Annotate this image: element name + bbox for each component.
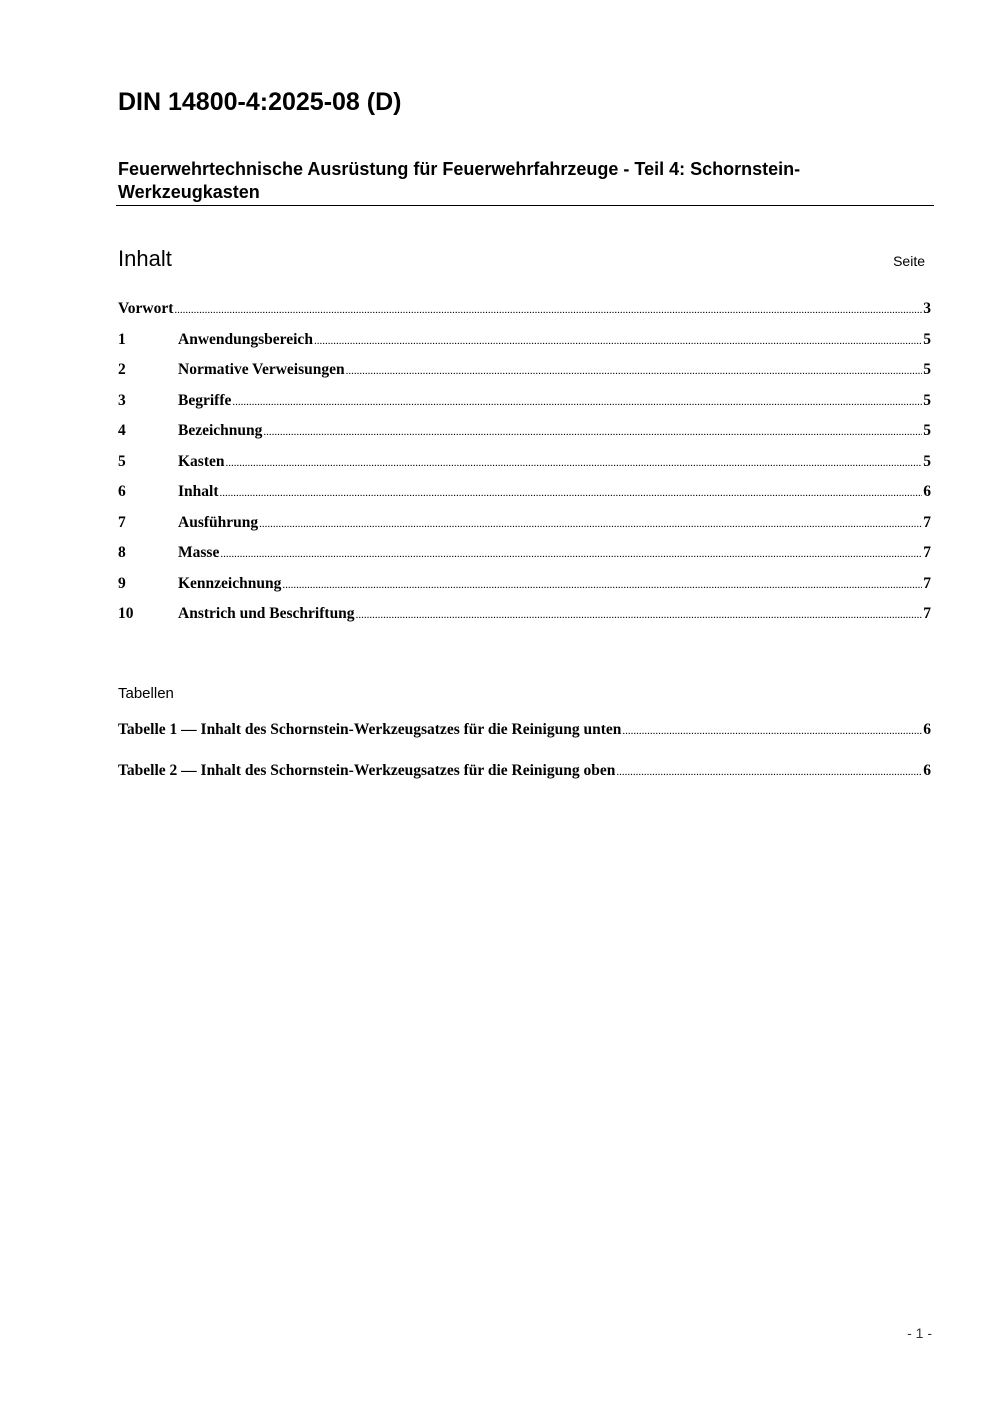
toc-leader-dots <box>616 766 922 778</box>
toc-entry-number: 5 <box>118 452 126 470</box>
toc-leader-dots <box>346 365 923 377</box>
toc-entry-page: 5 <box>923 330 931 348</box>
toc-entry-number: 8 <box>118 544 126 561</box>
tables-heading: Tabellen <box>118 685 174 702</box>
toc-entry[interactable] <box>118 453 931 484</box>
toc-leader-dots <box>226 457 923 469</box>
toc-entry-title: Anwendungsbereich <box>178 330 313 348</box>
document-title: DIN 14800-4:2025-08 (D) <box>118 88 402 116</box>
toc-entry-title: Kennzeichnung <box>178 574 282 592</box>
toc-entry-page: 7 <box>923 544 931 561</box>
document-subtitle: Feuerwehrtechnische Ausrüstung für Feuerwehrfahrzeuge - Teil 4: Schornstein-Werkzeugkasten <box>118 159 801 202</box>
toc-leader-dots <box>174 304 922 316</box>
toc-leader-dots <box>622 725 922 737</box>
toc-entry-page: 5 <box>923 422 931 439</box>
toc-leader-dots <box>263 426 922 438</box>
toc-entry-number: 2 <box>118 361 126 378</box>
page-number: - 1 - <box>907 1325 932 1341</box>
tables-list <box>118 721 931 803</box>
toc-entry-number: 7 <box>118 513 126 531</box>
toc-entry-number: 4 <box>118 422 126 439</box>
toc-entry-page: 5 <box>923 361 931 378</box>
toc-leader-dots <box>356 609 923 621</box>
table-entry-title: Tabelle 1 — Inhalt des Schornstein-Werkzeugsatzes für die Reinigung unten <box>118 721 622 738</box>
table-list-entry[interactable] <box>118 762 931 803</box>
toc-entry[interactable] <box>118 392 931 423</box>
toc-entry-title: Masse <box>178 544 220 561</box>
table-entry-title: Tabelle 2 — Inhalt des Schornstein-Werkzeugsatzes für die Reinigung oben <box>118 762 616 779</box>
toc-entry-number: 3 <box>118 391 126 409</box>
toc-entry-page: 5 <box>923 391 931 409</box>
toc-entry[interactable] <box>118 300 931 331</box>
toc-entry[interactable] <box>118 605 931 636</box>
table-entry-page: 6 <box>923 721 931 738</box>
toc-leader-dots <box>314 335 922 347</box>
toc-entry-number: 6 <box>118 483 126 500</box>
toc-entry-page: 6 <box>923 483 931 500</box>
title-divider <box>116 205 934 206</box>
toc-list <box>118 300 931 636</box>
toc-entry-title: Bezeichnung <box>178 422 263 439</box>
toc-entry-page: 3 <box>923 300 931 317</box>
toc-entry[interactable] <box>118 331 931 362</box>
toc-entry[interactable] <box>118 361 931 392</box>
toc-entry[interactable] <box>118 514 931 545</box>
toc-entry-title: Vorwort <box>118 300 174 317</box>
toc-leader-dots <box>259 518 922 530</box>
toc-heading: Inhalt <box>118 246 172 271</box>
toc-entry-number: 10 <box>118 605 134 622</box>
toc-leader-dots <box>282 579 922 591</box>
toc-entry-number: 1 <box>118 330 126 348</box>
toc-leader-dots <box>220 487 923 499</box>
table-entry-page: 6 <box>923 762 931 779</box>
toc-entry-page: 5 <box>923 452 931 470</box>
toc-entry-page: 7 <box>923 605 931 622</box>
page-column-label: Seite <box>893 253 925 269</box>
toc-entry-number: 9 <box>118 574 126 592</box>
toc-entry[interactable] <box>118 483 931 514</box>
toc-entry[interactable] <box>118 544 931 575</box>
toc-entry-title: Anstrich und Beschriftung <box>178 605 355 622</box>
toc-entry-page: 7 <box>923 574 931 592</box>
toc-entry-title: Normative Verweisungen <box>178 361 345 378</box>
toc-entry-title: Ausführung <box>178 513 259 531</box>
toc-entry-title: Inhalt <box>178 483 219 500</box>
toc-entry-title: Kasten <box>178 452 225 470</box>
toc-entry[interactable] <box>118 422 931 453</box>
toc-entry-page: 7 <box>923 513 931 531</box>
toc-leader-dots <box>232 396 922 408</box>
toc-leader-dots <box>220 548 922 560</box>
toc-entry-title: Begriffe <box>178 391 232 409</box>
toc-entry[interactable] <box>118 575 931 606</box>
table-list-entry[interactable] <box>118 721 931 762</box>
